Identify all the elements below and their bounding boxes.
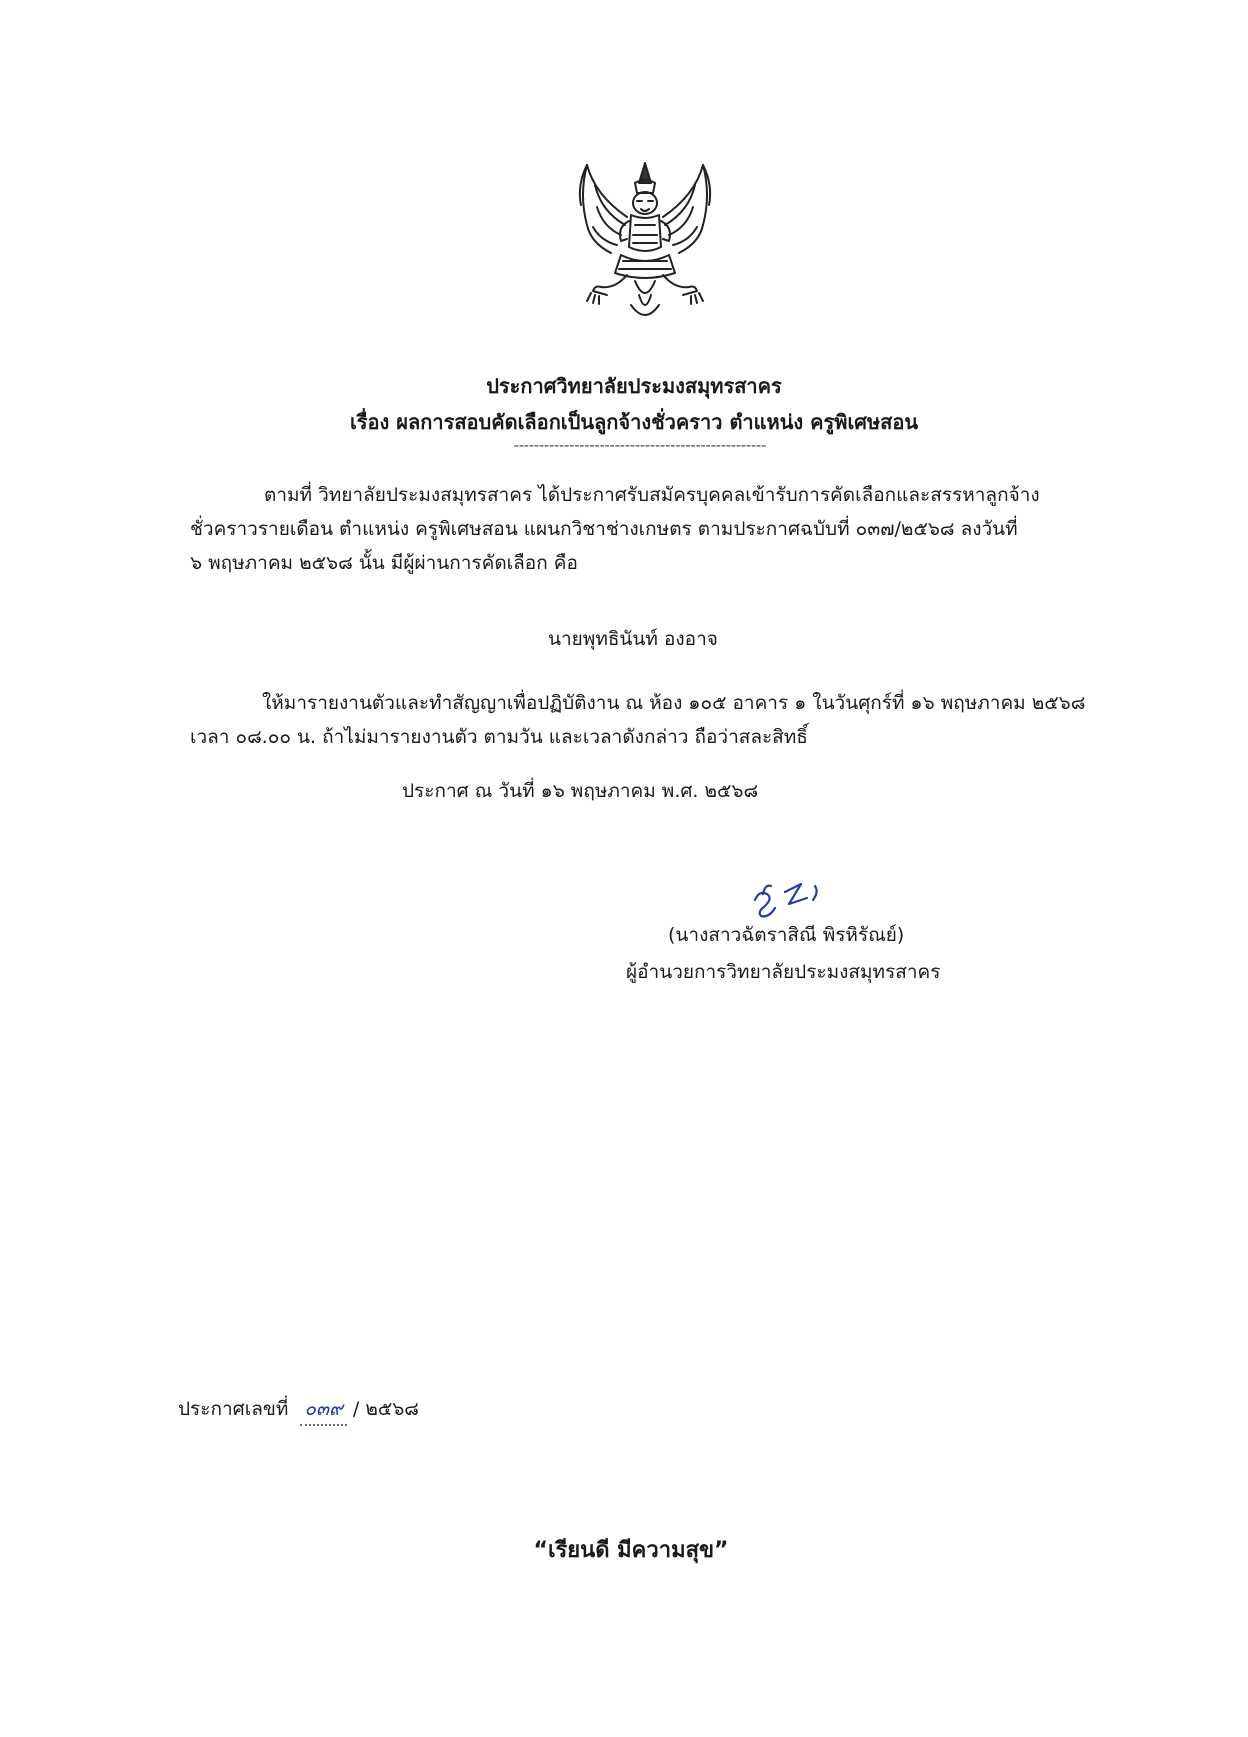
signer-name: (นางสาวฉัตราสิณี พิรหิรัณย์) xyxy=(668,924,905,946)
announcement-date: ประกาศ ณ วันที่ ๑๖ พฤษภาคม พ.ศ. ๒๕๖๘ xyxy=(402,780,759,802)
handwritten-signature xyxy=(745,872,835,922)
announcement-year: / ๒๕๖๘ xyxy=(352,1398,419,1420)
announcement-number: ๐๓๙ xyxy=(300,1394,347,1426)
title-separator: -------------------------------------------------- xyxy=(513,438,767,454)
paragraph-1-line-1: ตามที่ วิทยาลัยประมงสมุทรสาคร ได้ประกาศรับสมัครบุคคลเข้ารับการคัดเลือกและสรรหาลูกจ้าง xyxy=(264,484,1040,506)
announcement-subject: เรื่อง ผลการสอบคัดเลือกเป็นลูกจ้างชั่วคราว ตำแหน่ง ครูพิเศษสอน xyxy=(349,410,919,434)
selected-candidate-name: นายพุทธินันท์ องอาจ xyxy=(548,628,718,650)
announcement-number-label: ประกาศเลขที่ xyxy=(178,1398,289,1420)
garuda-emblem-icon xyxy=(565,155,725,330)
paragraph-1-line-3: ๖ พฤษภาคม ๒๕๖๘ นั้น มีผู้ผ่านการคัดเลือก คือ xyxy=(190,552,578,574)
paragraph-2-line-2: เวลา ๐๘.๐๐ น. ถ้าไม่มารายงานตัว ตามวัน และเวลาดังกล่าว ถือว่าสละสิทธิ์ xyxy=(190,726,808,748)
announcement-number-line xyxy=(178,1394,419,1426)
paragraph-2-line-1: ให้มารายงานตัวและทำสัญญาเพื่อปฏิบัติงาน ณ ห้อง ๑๐๕ อาคาร ๑ ในวันศุกร์ที่ ๑๖ พฤษภาคม ๒๕๖๘ xyxy=(262,692,1086,714)
paragraph-1-line-2: ชั่วคราวรายเดือน ตำแหน่ง ครูพิเศษสอน แผนกวิชาช่างเกษตร ตามประกาศฉบับที่ ๐๓๗/๒๕๖๘ ลงวันที่ xyxy=(190,518,1018,540)
signer-position: ผู้อำนวยการวิทยาลัยประมงสมุทรสาคร xyxy=(626,961,941,983)
announcement-title: ประกาศวิทยาลัยประมงสมุทรสาคร xyxy=(486,374,782,398)
college-motto: “เรียนดี มีความสุข” xyxy=(533,1538,729,1563)
